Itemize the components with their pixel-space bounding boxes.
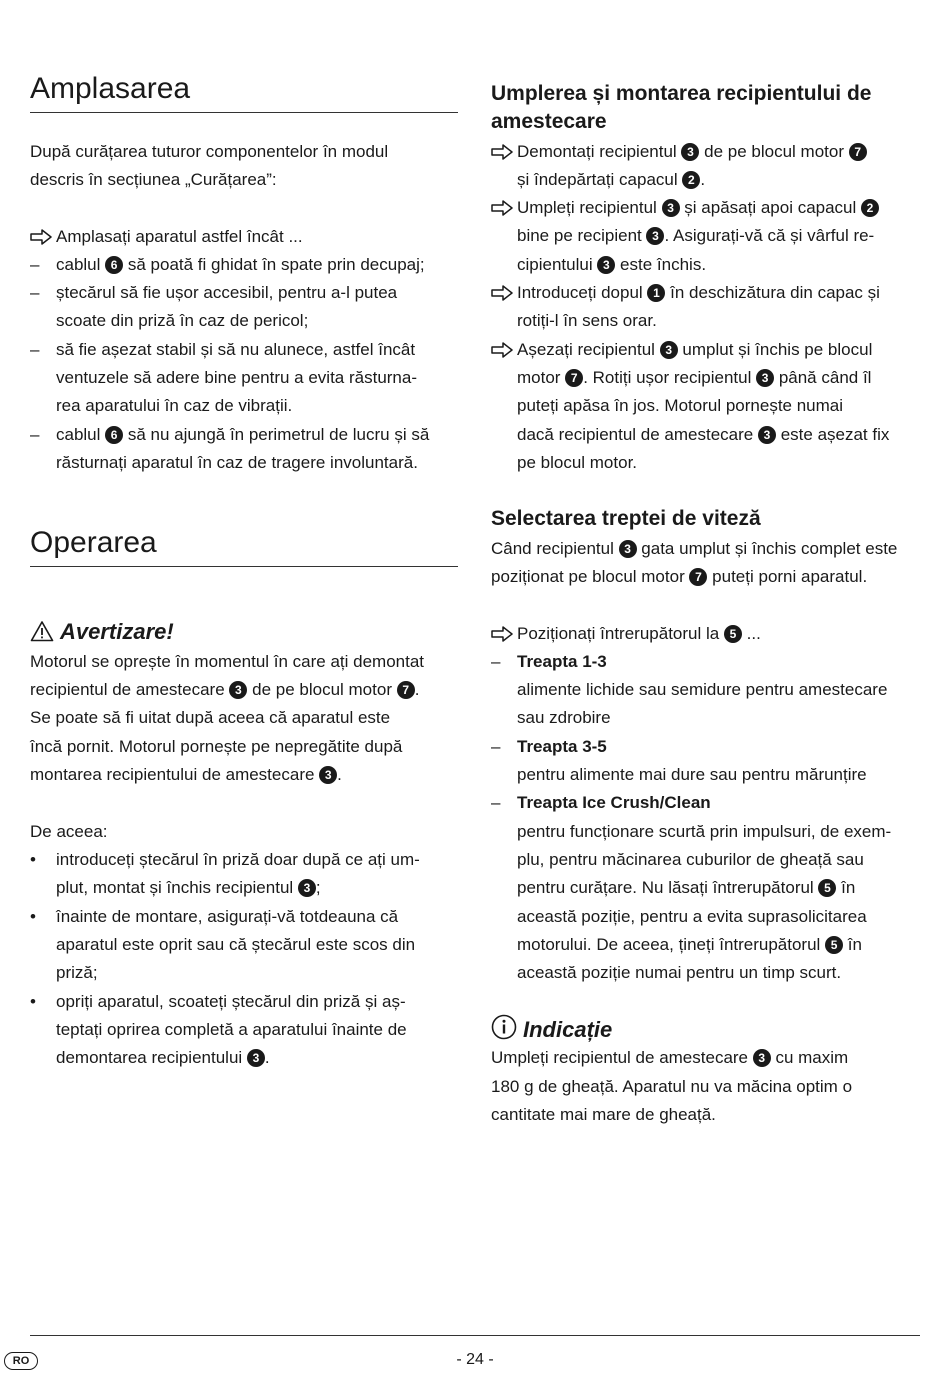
step-4-line-3: puteți apăsa în jos. Motorul pornește numai — [517, 396, 844, 415]
step-3-line-2: rotiți-l în sens orar. — [517, 311, 657, 330]
level-2-desc-1: pentru alimente mai dure sau pentru mărunțire — [517, 765, 867, 784]
intro-line-1: După curățarea tuturor componentelor în modul — [30, 142, 389, 161]
num-3-icon: 3 — [660, 341, 678, 359]
warning-triangle-icon — [30, 619, 60, 644]
arrow-right-icon — [30, 223, 56, 251]
num-5-icon: 5 — [724, 625, 742, 643]
step-2-line-1: Umpleți recipientul 3 și apăsați apoi capacul 2 — [491, 194, 879, 222]
list-item-cable-2: cablul 6 să nu ajungă în perimetrul de lucru și să — [56, 425, 430, 444]
list-item-stable-2: ventuzele să adere bine pentru a evita răsturna- — [56, 368, 418, 387]
viteza-action: Poziționați întrerupătorul la 5 ... — [491, 620, 761, 648]
dash-marker: – — [30, 425, 40, 444]
arrow-right-icon — [491, 138, 517, 166]
dash-marker: – — [30, 340, 40, 359]
num-6-icon: 6 — [105, 256, 123, 274]
num-3-icon: 3 — [662, 199, 680, 217]
bullet-2-line-3: priză; — [56, 963, 98, 982]
section-title-operarea: Operarea — [30, 526, 458, 567]
dash-marker: – — [491, 737, 501, 756]
warning-heading: Avertizare! — [30, 618, 174, 646]
list-item-cable-2b: răsturnați aparatul în caz de tragere involuntară. — [56, 453, 418, 472]
arrow-right-icon — [491, 336, 517, 364]
footer-divider — [30, 1335, 920, 1336]
dash-marker: – — [491, 793, 501, 812]
section-title-amplasarea: Amplasarea — [30, 72, 458, 113]
level-3-desc-1: pentru funcționare scurtă prin impulsuri, de exem- — [517, 822, 892, 841]
indicatie-line-1: Umpleți recipientul de amestecare 3 cu maxim — [491, 1048, 849, 1067]
step-4-line-5: pe blocul motor. — [517, 453, 638, 472]
step-2-line-3: cipientului 3 este închis. — [517, 255, 707, 274]
num-1-icon: 1 — [647, 284, 665, 302]
info-circle-icon — [491, 1017, 523, 1042]
page-number: - 24 - — [456, 1351, 494, 1368]
list-item-cable: cablul 6 să poată fi ghidat în spate prin decupaj; — [56, 255, 425, 274]
step-4-line-4: dacă recipientul de amestecare 3 este așezat fix — [517, 425, 890, 444]
warning-line-3: Se poate să fi uitat după aceea că aparatul este — [30, 708, 391, 727]
bullet-marker: • — [30, 907, 36, 926]
viteza-intro-2: poziționat pe blocul motor 7 puteți porni aparatul. — [491, 567, 868, 586]
num-3-icon: 3 — [247, 1049, 265, 1067]
warning-line-1: Motorul se oprește în momentul în care ați demontat — [30, 652, 425, 671]
list-item-stable-3: rea aparatului în caz de vibrații. — [56, 396, 293, 415]
bullet-2-line-1: înainte de montare, asigurați-vă totdeauna că — [56, 907, 399, 926]
step-3-line-1: Introduceți dopul 1 în deschizătura din capac și — [491, 279, 880, 307]
arrow-right-icon — [491, 279, 517, 307]
dash-marker: – — [491, 652, 501, 671]
warning-line-2: recipientul de amestecare 3 de pe blocul motor 7 . — [30, 680, 420, 699]
warning-line-4: încă pornit. Motorul pornește pe nepregătite după — [30, 737, 403, 756]
list-item-plug-2: scoate din priză în caz de pericol; — [56, 311, 309, 330]
num-7-icon: 7 — [565, 369, 583, 387]
num-3-icon: 3 — [319, 766, 337, 784]
num-3-icon: 3 — [646, 227, 664, 245]
num-3-icon: 3 — [229, 681, 247, 699]
heading-viteza: Selectarea treptei de viteză — [491, 507, 761, 530]
level-3-desc-5: motorului. De aceea, țineți întrerupătorul 5 în — [517, 935, 862, 954]
num-2-icon: 2 — [682, 171, 700, 189]
dash-marker: – — [30, 283, 40, 302]
level-3-desc-6: această poziție numai pentru un timp scurt. — [517, 963, 842, 982]
therefore-label: De aceea: — [30, 822, 108, 841]
language-badge: RO — [4, 1352, 38, 1370]
bullet-1-line-2: plut, montat și închis recipientul 3 ; — [56, 878, 321, 897]
num-2-icon: 2 — [861, 199, 879, 217]
heading-umplerea-1: Umplerea și montarea recipientului de — [491, 82, 872, 105]
num-7-icon: 7 — [689, 568, 707, 586]
level-3-desc-2: plu, pentru măcinarea cuburilor de gheață sau — [517, 850, 864, 869]
bullet-1-line-1: introduceți ștecărul în priză doar după ce ați um- — [56, 850, 420, 869]
bullet-marker: • — [30, 850, 36, 869]
list-item-stable-1: să fie așezat stabil și să nu alunece, astfel încât — [56, 340, 416, 359]
num-3-icon: 3 — [753, 1049, 771, 1067]
num-5-icon: 5 — [825, 936, 843, 954]
num-3-icon: 3 — [681, 143, 699, 161]
num-3-icon: 3 — [298, 879, 316, 897]
level-2-name: Treapta 3-5 — [517, 737, 607, 756]
bullet-2-line-2: aparatul este oprit sau că ștecărul este scos din — [56, 935, 416, 954]
num-7-icon: 7 — [849, 143, 867, 161]
bullet-marker: • — [30, 992, 36, 1011]
intro-line-2: descris în secțiunea „Curățarea”: — [30, 170, 277, 189]
num-5-icon: 5 — [818, 879, 836, 897]
level-3-name: Treapta Ice Crush/Clean — [517, 793, 711, 812]
num-7-icon: 7 — [397, 681, 415, 699]
indicatie-heading: Indicație — [491, 1014, 612, 1044]
arrow-right-icon — [491, 194, 517, 222]
level-1-desc-1: alimente lichide sau semidure pentru amestecare — [517, 680, 888, 699]
step-4-line-1: Așezați recipientul 3 umplut și închis pe blocul — [491, 336, 872, 364]
action-amplasati: Amplasați aparatul astfel încât ... — [30, 223, 303, 251]
num-6-icon: 6 — [105, 426, 123, 444]
level-3-desc-4: această poziție, pentru a evita suprasolicitarea — [517, 907, 867, 926]
bullet-3-line-3: demontarea recipientului 3 . — [56, 1048, 270, 1067]
list-item-plug-1: ștecărul să fie ușor accesibil, pentru a-l putea — [56, 283, 398, 302]
indicatie-line-3: cantitate mai mare de gheață. — [491, 1105, 716, 1124]
heading-umplerea-2: amestecare — [491, 110, 607, 133]
bullet-3-line-1: opriți aparatul, scoateți ștecărul din priză și aș- — [56, 992, 406, 1011]
level-3-desc-3: pentru curățare. Nu lăsați întrerupătorul 5 în — [517, 878, 856, 897]
warning-line-5: montarea recipientului de amestecare 3 . — [30, 765, 342, 784]
bullet-3-line-2: teptați oprirea completă a aparatului înainte de — [56, 1020, 407, 1039]
num-3-icon: 3 — [597, 256, 615, 274]
step-2-line-2: bine pe recipient 3 . Asigurați-vă că și vârful re- — [517, 226, 875, 245]
num-3-icon: 3 — [758, 426, 776, 444]
num-3-icon: 3 — [756, 369, 774, 387]
arrow-right-icon — [491, 620, 517, 648]
step-1-line-2: și îndepărtați capacul 2 . — [517, 170, 706, 189]
indicatie-line-2: 180 g de gheață. Aparatul nu va măcina optim o — [491, 1077, 853, 1096]
step-4-line-2: motor 7 . Rotiți ușor recipientul 3 până când îl — [517, 368, 872, 387]
step-1-line-1: Demontați recipientul 3 de pe blocul motor 7 — [491, 138, 867, 166]
level-1-desc-2: sau zdrobire — [517, 708, 611, 727]
dash-marker: – — [30, 255, 40, 274]
level-1-name: Treapta 1-3 — [517, 652, 607, 671]
num-3-icon: 3 — [619, 540, 637, 558]
viteza-intro-1: Când recipientul 3 gata umplut și închis complet este — [491, 539, 898, 558]
